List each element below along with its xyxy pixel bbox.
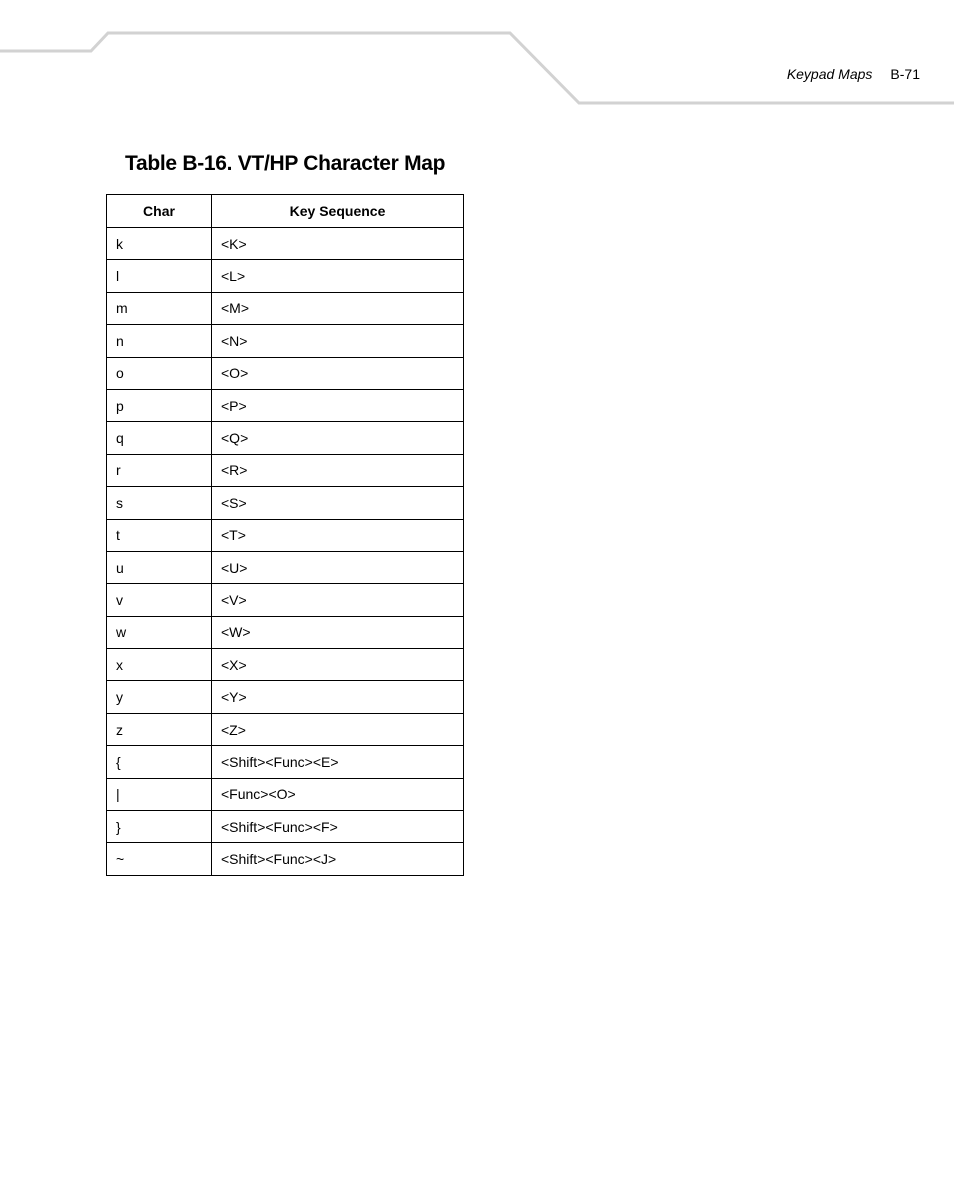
table-row bbox=[107, 519, 464, 551]
table-row bbox=[107, 487, 464, 519]
char-cell: | bbox=[107, 778, 212, 810]
column-header-key-sequence: Key Sequence bbox=[212, 195, 464, 228]
table-header-row bbox=[107, 195, 464, 228]
key-sequence-cell: <Shift><Func><F> bbox=[212, 811, 464, 843]
key-sequence-cell: <U> bbox=[212, 551, 464, 583]
key-sequence-cell: <Func><O> bbox=[212, 778, 464, 810]
char-cell: v bbox=[107, 584, 212, 616]
table-row bbox=[107, 843, 464, 875]
char-cell: } bbox=[107, 811, 212, 843]
key-sequence-cell: <V> bbox=[212, 584, 464, 616]
key-sequence-cell: <X> bbox=[212, 649, 464, 681]
running-head-section: Keypad Maps bbox=[786, 66, 873, 82]
char-cell: t bbox=[107, 519, 212, 551]
table-row bbox=[107, 811, 464, 843]
key-sequence-cell: <M> bbox=[212, 292, 464, 324]
table-row bbox=[107, 260, 464, 292]
key-sequence-cell: <R> bbox=[212, 454, 464, 486]
key-sequence-cell: <P> bbox=[212, 389, 464, 421]
char-cell: { bbox=[107, 746, 212, 778]
key-sequence-cell: <K> bbox=[212, 228, 464, 260]
table-row bbox=[107, 292, 464, 324]
char-cell: ~ bbox=[107, 843, 212, 875]
key-sequence-cell: <Y> bbox=[212, 681, 464, 713]
table-header bbox=[107, 195, 464, 228]
char-cell: m bbox=[107, 292, 212, 324]
character-map-table bbox=[106, 194, 464, 876]
key-sequence-cell: <N> bbox=[212, 325, 464, 357]
key-sequence-cell: <W> bbox=[212, 616, 464, 648]
table-body bbox=[107, 228, 464, 876]
table-row bbox=[107, 778, 464, 810]
char-cell: q bbox=[107, 422, 212, 454]
table-row bbox=[107, 389, 464, 421]
char-cell: w bbox=[107, 616, 212, 648]
char-cell: s bbox=[107, 487, 212, 519]
table-title: Table B-16. VT/HP Character Map bbox=[125, 152, 446, 175]
char-cell: k bbox=[107, 228, 212, 260]
key-sequence-cell: <T> bbox=[212, 519, 464, 551]
table-row bbox=[107, 713, 464, 745]
char-cell: n bbox=[107, 325, 212, 357]
table-row bbox=[107, 228, 464, 260]
char-cell: r bbox=[107, 454, 212, 486]
key-sequence-cell: <Shift><Func><J> bbox=[212, 843, 464, 875]
page-number: B-71 bbox=[890, 66, 920, 82]
key-sequence-cell: <L> bbox=[212, 260, 464, 292]
key-sequence-cell: <Shift><Func><E> bbox=[212, 746, 464, 778]
char-cell: y bbox=[107, 681, 212, 713]
key-sequence-cell: <Z> bbox=[212, 713, 464, 745]
table-row bbox=[107, 584, 464, 616]
table-row bbox=[107, 454, 464, 486]
char-cell: z bbox=[107, 713, 212, 745]
table-row bbox=[107, 681, 464, 713]
table-row bbox=[107, 551, 464, 583]
table-row bbox=[107, 649, 464, 681]
table-row bbox=[107, 616, 464, 648]
table-row bbox=[107, 746, 464, 778]
key-sequence-cell: <Q> bbox=[212, 422, 464, 454]
column-header-char: Char bbox=[107, 195, 212, 228]
char-cell: u bbox=[107, 551, 212, 583]
char-cell: o bbox=[107, 357, 212, 389]
table-row bbox=[107, 357, 464, 389]
running-head bbox=[787, 66, 920, 82]
key-sequence-cell: <S> bbox=[212, 487, 464, 519]
header-rule bbox=[0, 0, 954, 110]
table-row bbox=[107, 325, 464, 357]
key-sequence-cell: <O> bbox=[212, 357, 464, 389]
char-cell: p bbox=[107, 389, 212, 421]
char-cell: l bbox=[107, 260, 212, 292]
table-row bbox=[107, 422, 464, 454]
char-cell: x bbox=[107, 649, 212, 681]
